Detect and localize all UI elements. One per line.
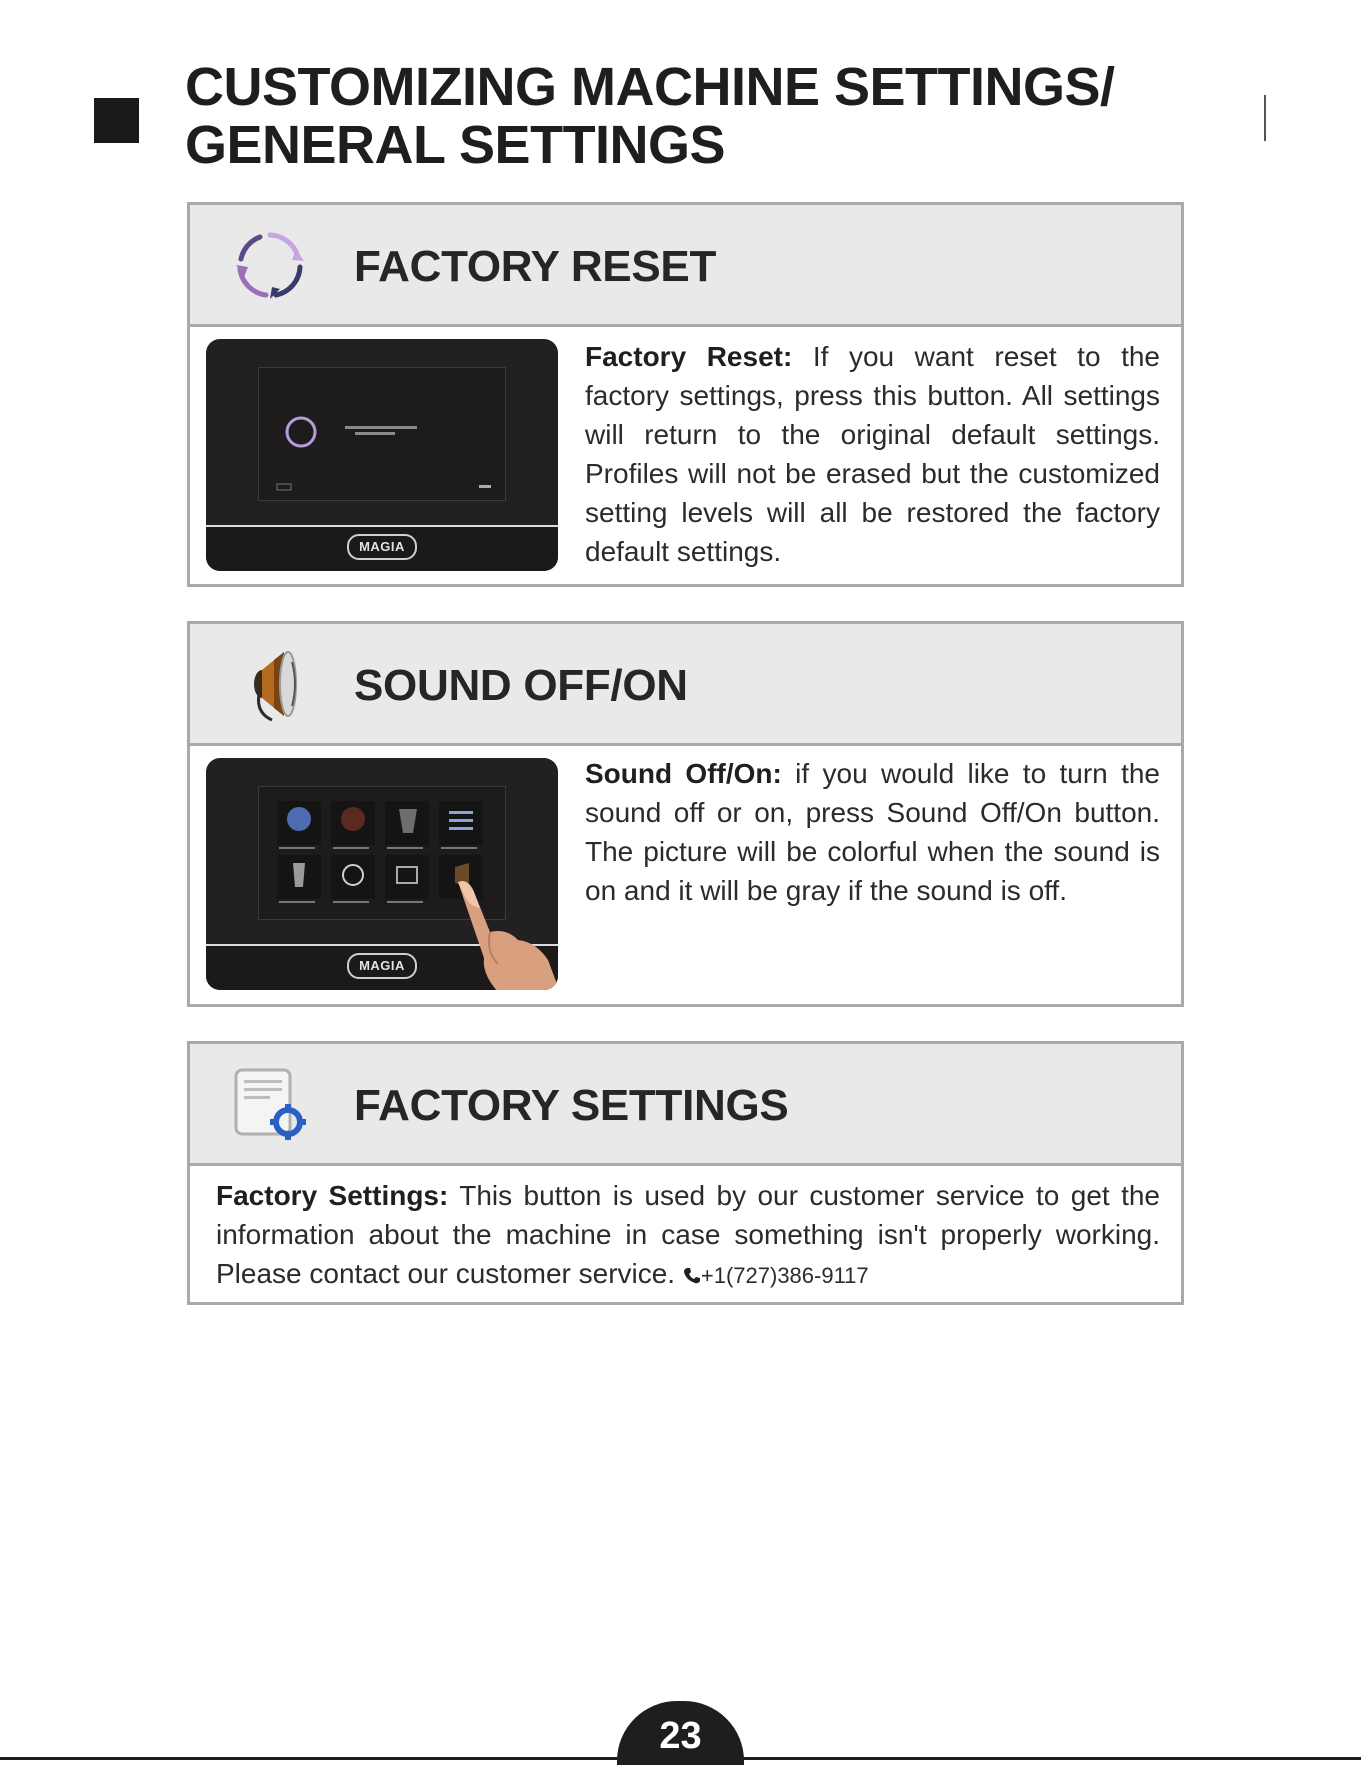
factory-settings-heading: FACTORY SETTINGS: [354, 1081, 789, 1130]
screen-bezel-strip: [206, 525, 558, 571]
magia-logo: MAGIA: [347, 953, 417, 979]
factory-reset-body: [190, 327, 1181, 584]
sound-header: [190, 624, 1181, 746]
phone-icon: [683, 1267, 701, 1285]
sound-text: if you would like to turn the sound off or on, press Sound Off/On button. The picture will be colorful when the sound is on and it will be gray if the sound is off.: [585, 758, 1160, 906]
factory-reset-heading: FACTORY RESET: [354, 242, 717, 291]
customer-service-phone[interactable]: +1(727)386-9117: [700, 1263, 869, 1288]
factory-settings-text: This button is used by our customer service to get the information about the machine in case something isn't properly working. Please contact our customer service.: [216, 1180, 1160, 1289]
magia-logo: MAGIA: [347, 534, 417, 560]
factory-settings-lead: Factory Settings:: [216, 1180, 449, 1211]
sound-heading: SOUND OFF/ON: [354, 661, 688, 710]
factory-reset-description: [585, 337, 1160, 571]
sound-body: [190, 746, 1181, 1004]
reset-screen-graphic: [259, 368, 505, 500]
machine-screen-sound: [206, 758, 558, 990]
margin-rule: [1264, 95, 1266, 141]
factory-reset-header: [190, 205, 1181, 327]
factory-settings-panel: [187, 1041, 1184, 1305]
settings-document-icon: [232, 1066, 308, 1142]
factory-reset-text: If you want reset to the factory settings, press this button. All settings will return to the original default settings. Profiles will not be erased but the customized setting levels will all be restored the factory default settings.: [585, 341, 1161, 567]
section-marker: [94, 98, 139, 143]
footer-rule: [0, 1757, 1361, 1760]
page-title-line-2: GENERAL SETTINGS: [185, 115, 726, 175]
page-number: 23: [617, 1701, 744, 1765]
factory-settings-description: [216, 1176, 1160, 1295]
sound-lead: Sound Off/On:: [585, 758, 782, 789]
screen-display: [258, 367, 506, 501]
factory-reset-lead: Factory Reset:: [585, 341, 793, 372]
page-title-line-1: CUSTOMIZING MACHINE SETTINGS/: [185, 57, 1115, 117]
page-title: [185, 58, 1115, 174]
factory-reset-panel: [187, 202, 1184, 587]
sound-description: [585, 754, 1160, 910]
sound-panel: [187, 621, 1184, 1007]
speaker-icon: [232, 646, 308, 722]
machine-screen-reset: [206, 339, 558, 571]
pointing-finger-icon: [456, 878, 558, 990]
factory-settings-header: [190, 1044, 1181, 1166]
factory-settings-body: [190, 1166, 1181, 1302]
circular-arrows-icon: [232, 227, 308, 303]
